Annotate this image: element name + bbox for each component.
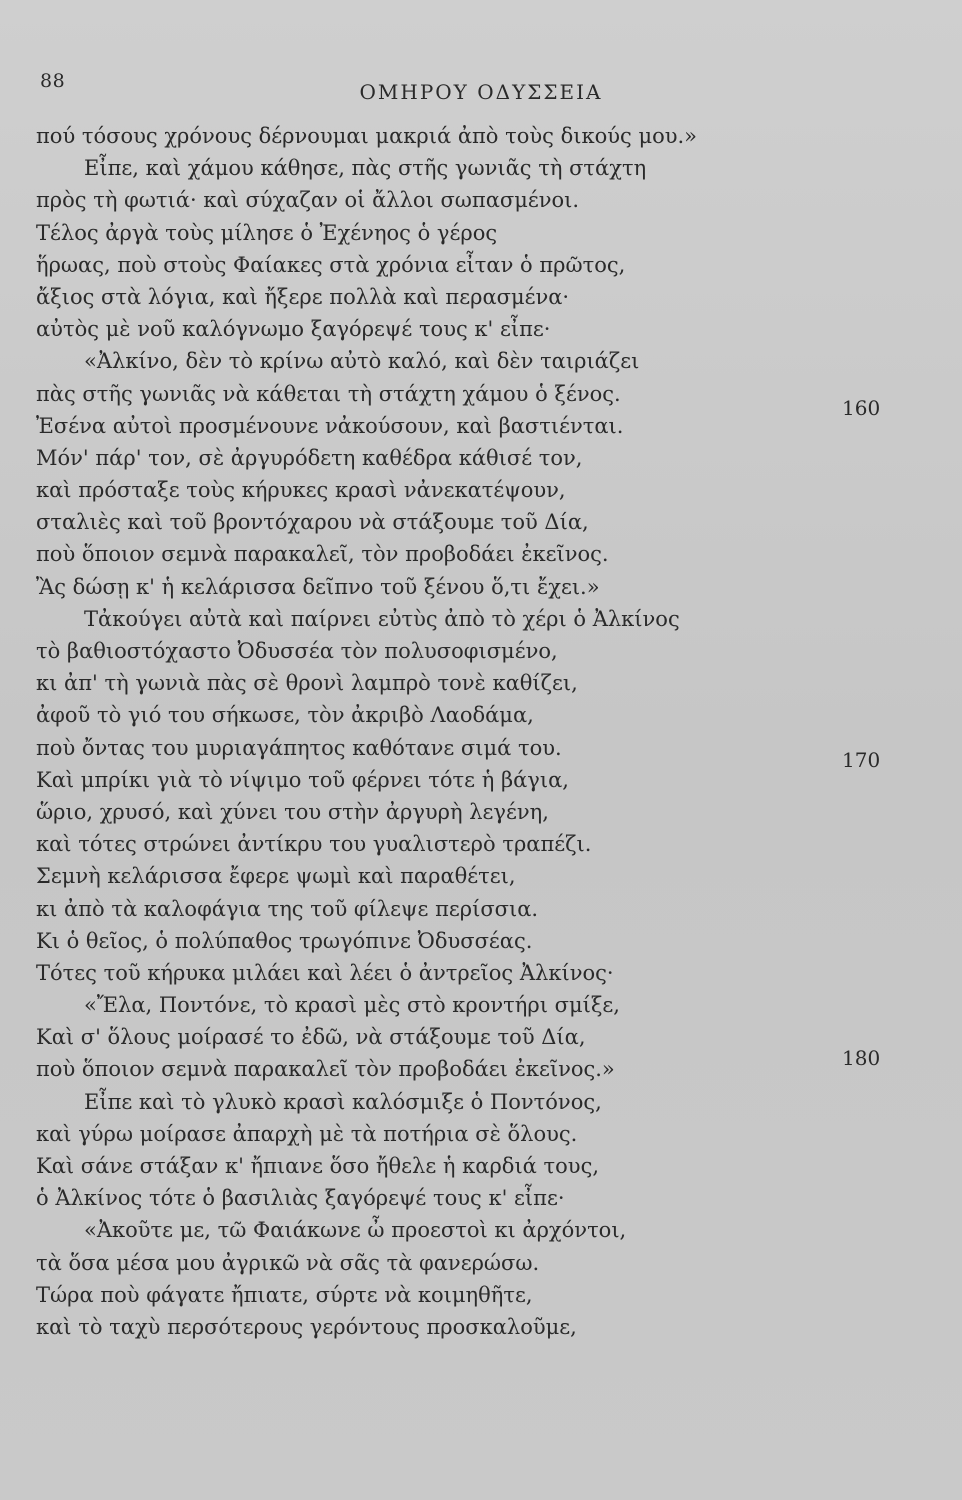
line-number-170: 170 (842, 748, 881, 772)
verse-line: ἥρωας, ποὺ στοὺς Φαίακες στὰ χρόνια εἶταν ὁ πρῶτος, (36, 252, 626, 277)
verse-line: Κι ὁ θεῖος, ὁ πολύπαθος τρωγόπινε Ὀδυσσέας. (36, 928, 533, 953)
verse-line: τὸ βαθιοστόχαστο Ὀδυσσέα τὸν πολυσοφισμένο, (36, 639, 558, 663)
verse-line: Μόν' πάρ' τον, σὲ ἀργυρόδετη καθέδρα κάθισέ τον, (36, 445, 583, 470)
verse-line: ἄξιος στὰ λόγια, καὶ ἤξερε πολλὰ καὶ περασμένα· (36, 284, 570, 309)
verse-line: αὐτὸς μὲ νοῦ καλόγνωμο ξαγόρεψέ τους κ' εἶπε· (36, 317, 551, 342)
verse-line: Εἶπε καὶ τὸ γλυκὸ κρασὶ καλόσμιξε ὁ Ποντόνος, (84, 1089, 602, 1114)
verse-line: σταλιὲς καὶ τοῦ βροντόχαρου νὰ στάξουμε τοῦ Δία, (36, 510, 589, 535)
verse-line: Τἀκούγει αὐτὰ καὶ παίρνει εὐτὺς ἀπὸ τὸ χέρι ὁ Ἀλκίνος (84, 606, 680, 631)
verse-line: Ἐσένα αὐτοὶ προσμένουνε νἀκούσουν, καὶ βαστιένται. (36, 413, 624, 438)
verse-line: ποὺ ὅποιον σεμνὰ παρακαλεῖ τὸν προβοδάει ἐκεῖνος.» (36, 1057, 615, 1082)
verse-line: καὶ τότες στρώνει ἀντίκρυ του γυαλιστερὸ τραπέζι. (36, 832, 592, 857)
line-number-160: 160 (842, 396, 881, 420)
verse-line: πὰς στῆς γωνιᾶς νὰ κάθεται τὴ στάχτη χάμου ὁ ξένος. (36, 381, 621, 406)
verse-line: Καὶ μπρίκι γιὰ τὸ νίψιμο τοῦ φέρνει τότε ἡ βάγια, (36, 767, 569, 792)
verse-line: Τότες τοῦ κήρυκα μιλάει καὶ λέει ὁ ἀντρεῖος Ἀλκίνος· (36, 960, 614, 985)
verse-line: καὶ γύρω μοίρασε ἀπαρχὴ μὲ τὰ ποτήρια σὲ ὅλους. (36, 1121, 578, 1146)
verse-line: ὥριο, χρυσό, καὶ χύνει του στὴν ἀργυρὴ λεγένη, (36, 799, 549, 824)
verse-line: ποὺ ὅποιον σεμνὰ παρακαλεῖ, τὸν προβοδάει ἐκεῖνος. (36, 542, 609, 567)
verse-line: Καὶ σ' ὅλους μοίρασέ το ἐδῶ, νὰ στάξουμε τοῦ Δία, (36, 1025, 586, 1050)
verse-line: καὶ πρόσταξε τοὺς κήρυκες κρασὶ νἀνεκατέψουν, (36, 478, 566, 503)
verse-line: Τέλος ἀργὰ τοὺς μίλησε ὁ Ἐχένηος ὁ γέρος (36, 220, 498, 245)
verse-line: ποὺ ὄντας του μυριαγάπητος καθότανε σιμά του. (36, 735, 562, 760)
verse-line: «Ἀλκίνο, δὲν τὸ κρίνω αὐτὸ καλό, καὶ δὲν ταιριάζει (84, 349, 640, 374)
verse-line: κι ἀπ' τὴ γωνιὰ πὰς σὲ θρονὶ λαμπρὸ τονὲ καθίζει, (36, 671, 578, 696)
verse-line: «Ἔλα, Ποντόνε, τὸ κρασὶ μὲς στὸ κροντήρι σμίξε, (84, 993, 620, 1018)
verse-line: καὶ τὸ ταχὺ περσότερους γερόντους προσκαλοῦμε, (36, 1314, 577, 1339)
verse-line: κι ἀπὸ τὰ καλοφάγια της τοῦ φίλεψε περίσσια. (36, 896, 539, 921)
verse-line: πού τόσους χρόνους δέρνουμαι μακριά ἀπὸ τοὺς δικούς μου.» (36, 124, 698, 148)
line-number-180: 180 (842, 1046, 881, 1070)
running-head-title: ΟΜΗΡΟΥ ΟΔΥΣΣΕΙΑ (359, 80, 603, 104)
verse-line: Ἂς δώσῃ κ' ἡ κελάρισσα δεῖπνο τοῦ ξένου ὅ,τι ἔχει.» (36, 574, 600, 599)
verse-line: τὰ ὅσα μέσα μου ἀγρικῶ νὰ σᾶς τὰ φανερώσω. (36, 1250, 540, 1275)
verse-line: Εἶπε, καὶ χάμου κάθησε, πὰς στῆς γωνιᾶς τὴ στάχτη (84, 156, 647, 181)
verse-line: «Ἀκοῦτε με, τῶ Φαιάκωνε ὦ προεστοὶ κι ἀρχόντοι, (84, 1218, 627, 1243)
verse-line: πρὸς τὴ φωτιά· καὶ σύχαζαν οἱ ἄλλοι σωπασμένοι. (36, 188, 580, 213)
verse-line: Καὶ σάνε στάξαν κ' ἤπιανε ὅσο ἤθελε ἡ καρδιά τους, (36, 1154, 600, 1178)
verse-line: Τώρα ποὺ φάγατε ἤπιατε, σύρτε νὰ κοιμηθῆτε, (36, 1282, 533, 1307)
verse-line: ὁ Ἀλκίνος τότε ὁ βασιλιὰς ξαγόρεψέ τους κ' εἶπε· (36, 1186, 565, 1211)
verse-text-block (36, 120, 856, 1343)
page-number: 88 (40, 70, 66, 92)
verse-line: Σεμνὴ κελάρισσα ἔφερε ψωμὶ καὶ παραθέτει, (36, 864, 516, 889)
verse-line: ἀφοῦ τὸ γιό του σήκωσε, τὸν ἀκριβὸ Λαοδάμα, (36, 703, 534, 728)
